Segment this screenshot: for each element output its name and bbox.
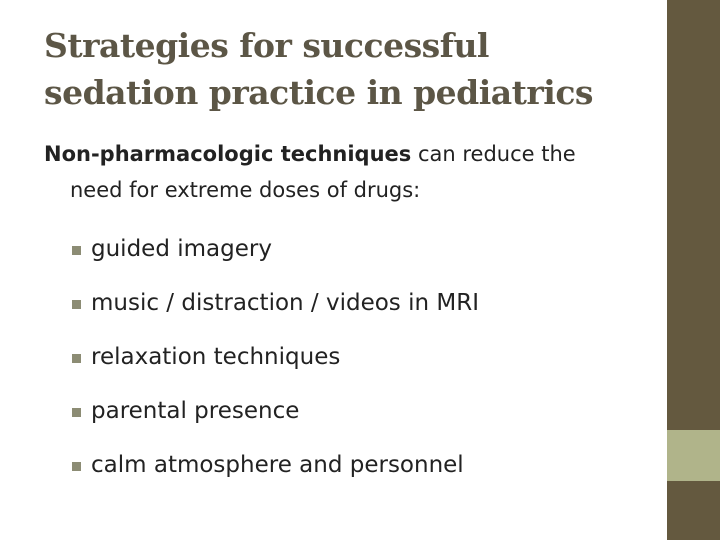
title-line-2: sedation practice in pediatrics	[44, 73, 594, 112]
sidebar-dark-top	[667, 0, 720, 430]
bullet-text: guided imagery	[91, 236, 272, 262]
sidebar-dark-bottom	[667, 481, 720, 540]
square-bullet-icon	[72, 246, 81, 255]
square-bullet-icon	[72, 354, 81, 363]
square-bullet-icon	[72, 408, 81, 417]
bullet-text: relaxation techniques	[91, 344, 341, 370]
intro-bold-text: Non-pharmacologic techniques	[44, 142, 412, 166]
intro-text: can reduce the	[411, 142, 576, 166]
square-bullet-icon	[72, 300, 81, 309]
intro-text-line-2: need for extreme doses of drugs:	[70, 178, 421, 202]
bullet-list	[72, 222, 479, 492]
sidebar-accent-block	[667, 430, 720, 481]
list-item	[72, 438, 479, 492]
list-item	[72, 276, 479, 330]
list-item	[72, 384, 479, 438]
square-bullet-icon	[72, 462, 81, 471]
list-item	[72, 222, 479, 276]
list-item	[72, 330, 479, 384]
bullet-text: calm atmosphere and personnel	[91, 452, 464, 478]
bullet-text: music / distraction / videos in MRI	[91, 290, 479, 316]
intro-paragraph	[44, 136, 644, 208]
slide-title	[44, 22, 654, 116]
title-line-1: Strategies for successful	[44, 26, 489, 65]
bullet-text: parental presence	[91, 398, 300, 424]
